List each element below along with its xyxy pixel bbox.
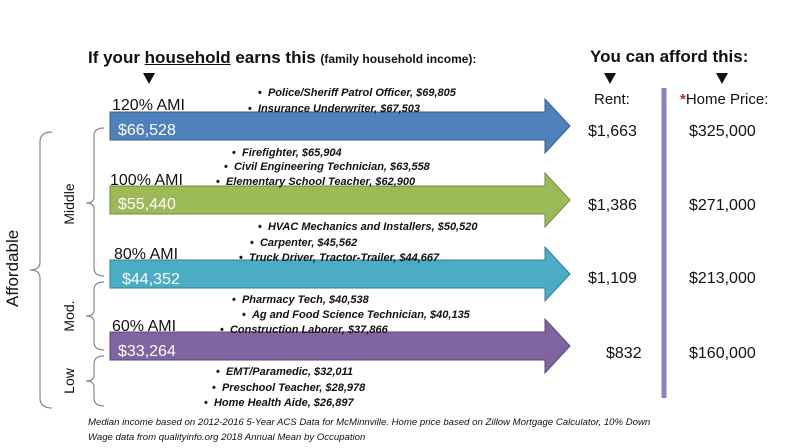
tier-80-income: $44,352	[122, 271, 180, 288]
job-item: • Police/Sheriff Patrol Officer, $69,805	[258, 87, 456, 99]
job-item: • Carpenter, $45,562	[250, 237, 357, 249]
income-header-prefix: If your	[88, 48, 145, 67]
tier-80-home-price: $213,000	[689, 270, 756, 287]
afford-header: You can afford this:	[590, 47, 749, 66]
moderate-bracket	[86, 282, 104, 350]
tier-120-income: $66,528	[118, 122, 176, 139]
middle-label: Middle	[61, 183, 77, 225]
job-item: • Pharmacy Tech, $40,538	[232, 294, 369, 306]
moderate-label: Mod.	[61, 300, 77, 332]
rent-column-label: Rent:	[594, 91, 630, 108]
tier-60-home-price: $160,000	[689, 345, 756, 362]
job-item: • Home Health Aide, $26,897	[204, 397, 354, 409]
tier-80-rent: $1,109	[588, 270, 637, 287]
income-header-household: household	[144, 48, 231, 67]
job-item: • EMT/Paramedic, $32,011	[216, 366, 353, 378]
job-item: • HVAC Mechanics and Installers, $50,520	[258, 221, 477, 233]
job-item: • Ag and Food Science Technician, $40,135	[242, 309, 470, 321]
tier-100-home-price: $271,000	[689, 197, 756, 214]
job-item: • Preschool Teacher, $28,978	[212, 382, 365, 394]
tier-100-rent: $1,386	[588, 197, 637, 214]
home-price-label-text: Home Price:	[685, 91, 769, 108]
low-label: Low	[61, 368, 77, 394]
source-note: Median income based on 2012-2016 5-Year ACS Data for McMinnville. Home price based on Zillow Mortgage Calculator, 10% Down	[88, 417, 651, 428]
source-note: Wage data from qualityinfo.org 2018 Annual Mean by Occupation	[88, 432, 366, 443]
job-item: • Truck Driver, Tractor-Trailer, $44,667	[239, 252, 439, 264]
job-item: • Elementary School Teacher, $62,900	[216, 176, 415, 188]
tier-80-ami: 80% AMI	[114, 246, 179, 263]
affordable-label: Affordable	[3, 229, 22, 307]
tier-100-ami: 100% AMI	[110, 172, 183, 189]
tier-60-rent: $832	[606, 345, 642, 362]
low-bracket	[86, 356, 104, 406]
job-item: • Firefighter, $65,904	[232, 147, 342, 159]
affordable-bracket	[30, 132, 52, 408]
job-item: • Insurance Underwriter, $67,503	[248, 103, 420, 115]
tier-100-income: $55,440	[118, 196, 176, 213]
tier-60-ami: 60% AMI	[112, 318, 177, 335]
job-item: • Civil Engineering Technician, $63,558	[224, 161, 430, 173]
middle-bracket	[86, 128, 104, 276]
tier-120-home-price: $325,000	[689, 123, 756, 140]
income-header-suffix: earns this	[230, 48, 321, 67]
home-price-asterisk: *	[680, 91, 686, 108]
tier-120-rent: $1,663	[588, 123, 637, 140]
tier-120-ami: 120% AMI	[112, 97, 185, 114]
job-item: • Construction Laborer, $37,866	[220, 324, 388, 336]
tier-60-income: $33,264	[118, 343, 176, 360]
income-header-note: (family household income):	[320, 52, 477, 66]
